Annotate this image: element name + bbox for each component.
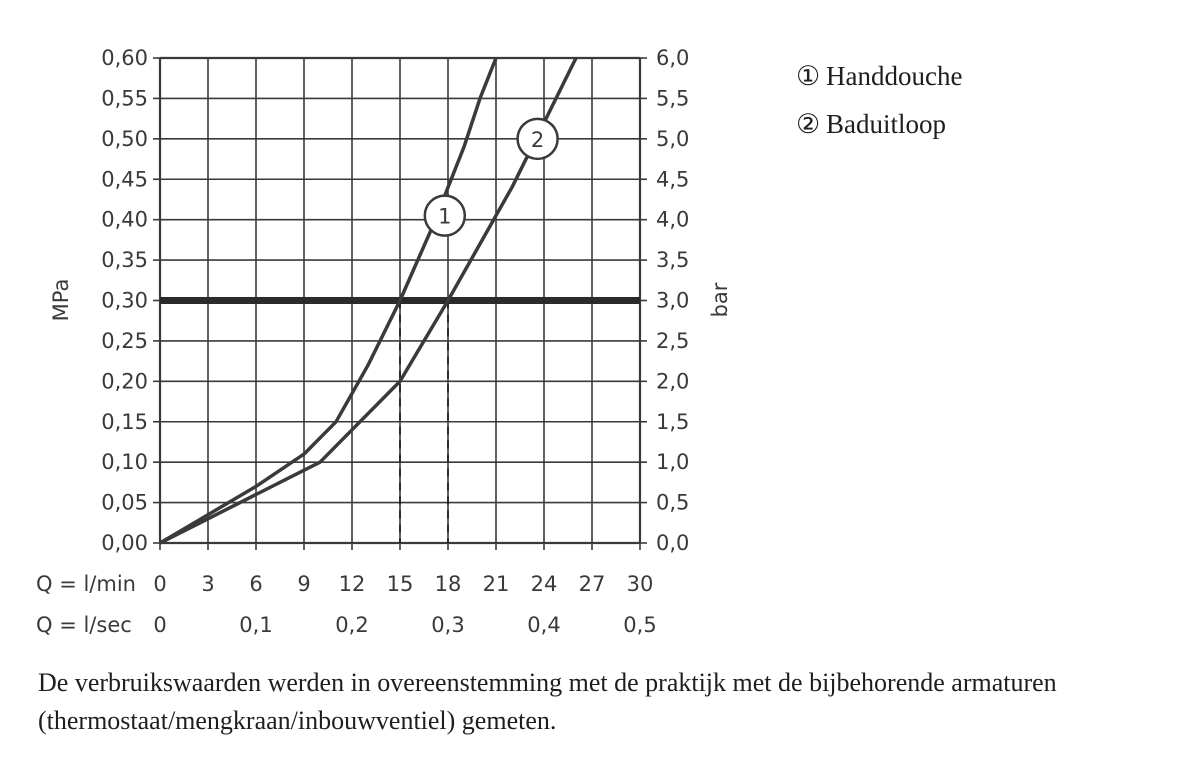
y-tick-label-right: 3,0 [656, 288, 690, 313]
y-tick-label-right: 3,5 [656, 248, 690, 273]
x-tick-label-lmin: 0 [153, 572, 167, 596]
y-tick-label-left: 0,10 [101, 450, 148, 475]
legend-label: Handdouche [826, 60, 963, 91]
y-axis-title-right: bar [708, 282, 732, 318]
x-tick-label-lmin: 18 [434, 572, 462, 596]
x-tick-label-lsec: 0,4 [527, 613, 561, 637]
y-tick-label-left: 0,05 [101, 490, 148, 515]
y-tick-label-right: 6,0 [656, 46, 690, 70]
x-tick-label-lmin: 21 [482, 572, 510, 596]
legend [796, 52, 962, 148]
x-tick-label-lmin: 27 [578, 572, 606, 596]
y-tick-label-left: 0,20 [101, 369, 148, 394]
x-tick-label-lmin: 30 [626, 572, 654, 596]
x-tick-label-lsec: 0,3 [431, 613, 465, 637]
y-tick-label-right: 5,0 [656, 126, 690, 151]
y-tick-label-left: 0,30 [101, 288, 148, 313]
legend-number: ② [796, 108, 821, 139]
x-tick-label-lmin: 24 [530, 572, 558, 596]
y-tick-label-left: 0,25 [101, 328, 148, 353]
y-tick-label-left: 0,45 [101, 167, 148, 192]
y-tick-label-right: 2,5 [656, 328, 690, 353]
y-tick-label-right: 5,5 [656, 86, 690, 111]
x-tick-label-lmin: 15 [386, 572, 414, 596]
y-tick-label-right: 1,5 [656, 409, 690, 434]
x-tick-label-lsec: 0,1 [239, 613, 273, 637]
y-axis-title-left: MPa [49, 278, 73, 322]
y-tick-label-right: 4,0 [656, 207, 690, 232]
y-tick-label-right: 0,5 [656, 490, 690, 515]
x-tick-label-lmin: 9 [297, 572, 311, 596]
x-tick-label-lmin: 6 [249, 572, 263, 596]
y-tick-label-left: 0,55 [101, 86, 148, 111]
x-axis-title-lmin: Q = l/min [36, 572, 136, 596]
x-tick-label-lmin: 3 [201, 572, 215, 596]
x-tick-label-lsec: 0,5 [623, 613, 657, 637]
y-tick-label-right: 0,0 [656, 531, 690, 555]
y-tick-label-left: 0,60 [101, 46, 148, 70]
y-tick-label-left: 0,15 [101, 409, 148, 434]
y-tick-label-left: 0,50 [101, 126, 148, 151]
y-tick-label-left: 0,35 [101, 248, 148, 273]
legend-label: Baduitloop [826, 108, 946, 139]
x-tick-label-lsec: 0 [153, 613, 167, 637]
y-tick-label-right: 4,5 [656, 167, 690, 192]
footnote: De verbruikswaarden werden in overeenstemming met de praktijk met de bijbehorende armaturen (thermostaat/mengkraan/inbouwventiel) gemeten. [38, 668, 1057, 735]
y-tick-label-left: 0,40 [101, 207, 148, 232]
y-tick-label-right: 2,0 [656, 369, 690, 394]
legend-number: ① [796, 60, 821, 91]
x-tick-label-lmin: 12 [338, 572, 366, 596]
y-tick-label-left: 0,00 [101, 531, 148, 555]
x-tick-label-lsec: 0,2 [335, 613, 369, 637]
y-tick-label-right: 1,0 [656, 450, 690, 475]
curve-label-number: 2 [530, 127, 545, 152]
x-axis-title-lsec: Q = l/sec [36, 613, 132, 637]
curve-label-number: 1 [438, 204, 452, 229]
legend-item-handdouche [796, 52, 962, 100]
legend-item-baduitloop [796, 100, 962, 148]
